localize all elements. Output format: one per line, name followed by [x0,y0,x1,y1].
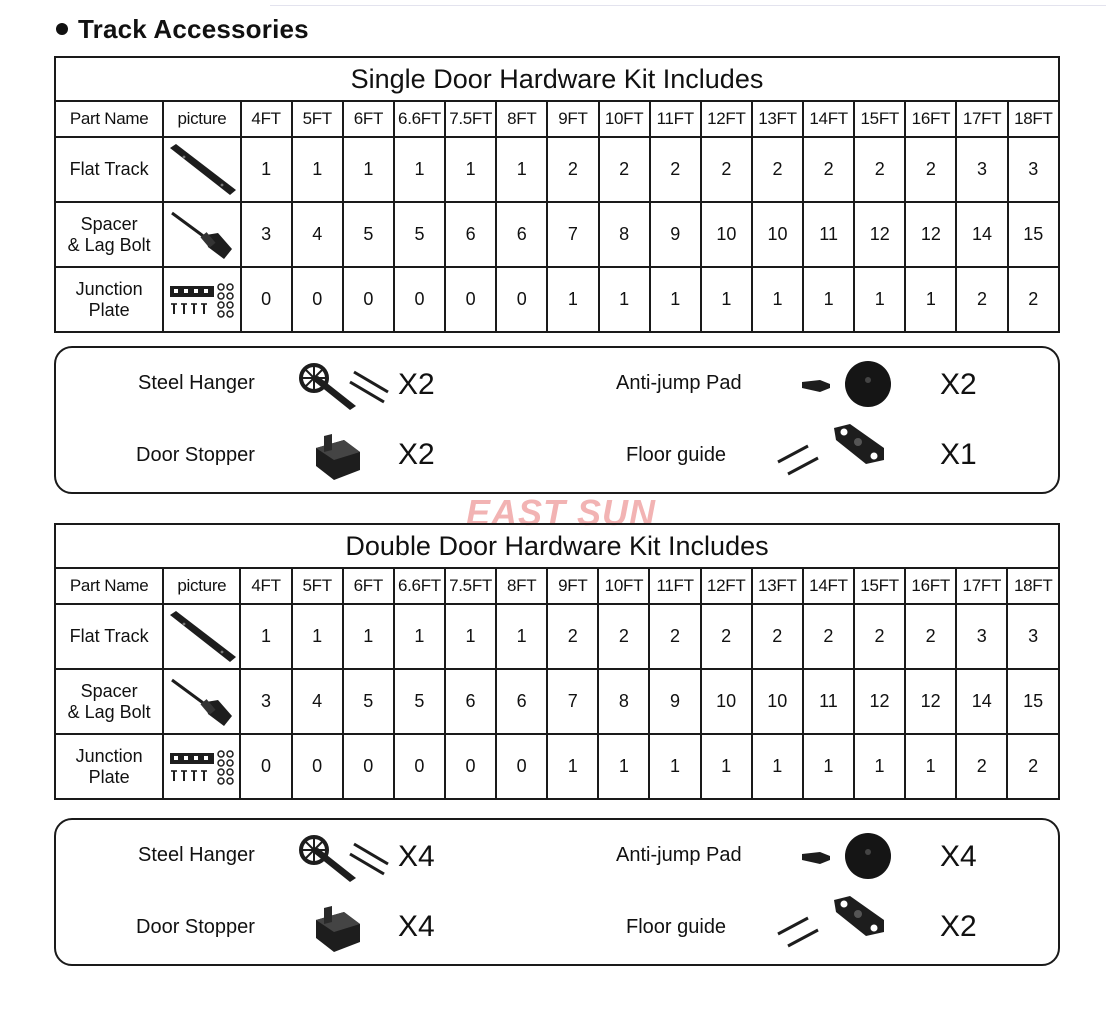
cell-value: 1 [752,267,803,332]
column-header: 10FT [599,101,650,137]
cell-value: 9 [650,202,701,267]
cell-value: 1 [803,267,854,332]
cell-value: 10 [701,202,752,267]
cell-value: 14 [956,202,1007,267]
header-row [55,568,1059,604]
kit-title: Double Door Hardware Kit Includes [55,524,1059,568]
part-name: Spacer & Lag Bolt [55,202,163,267]
cell-value: 15 [1008,202,1059,267]
cell-value: 1 [649,734,700,799]
cell-value: 10 [701,669,752,734]
column-header: 12FT [701,101,752,137]
cell-value: 2 [650,137,701,202]
cell-value: 2 [598,604,649,669]
cell-value: 0 [241,267,292,332]
part-name: Flat Track [55,137,163,202]
steel-hanger-icon [294,834,394,884]
cell-value: 8 [599,202,650,267]
cell-value: 12 [905,202,956,267]
accessory-qty: X1 [940,438,977,471]
single-door-kit-table [54,56,1060,333]
cell-value: 2 [701,604,752,669]
cell-value: 2 [905,604,956,669]
part-name: Junction Plate [55,734,163,799]
column-header: 9FT [547,101,598,137]
table-row [55,669,1059,734]
column-header: 17FT [956,568,1007,604]
cell-value: 1 [292,604,343,669]
cell-value: 1 [343,137,394,202]
cell-value: 2 [854,137,905,202]
cell-value: 1 [803,734,854,799]
cell-value: 15 [1007,669,1059,734]
accessory-qty: X2 [940,910,977,943]
cell-value: 1 [241,137,292,202]
column-header: 6FT [343,101,394,137]
accessory-label: Steel Hanger [138,844,255,866]
cell-value: 2 [956,267,1007,332]
cell-value: 2 [547,137,598,202]
table-row [55,734,1059,799]
cell-value: 1 [394,604,445,669]
column-header: 4FT [241,101,292,137]
cell-value: 1 [547,734,598,799]
accessory-label: Floor guide [626,916,727,938]
accessory-label: Door Stopper [136,444,255,466]
part-name: Junction Plate [55,267,163,332]
column-header: picture [163,568,240,604]
cell-value: 1 [496,604,547,669]
column-header: 5FT [292,101,343,137]
cell-value: 0 [496,734,547,799]
single-door-accessories-box [54,346,1060,494]
cell-value: 2 [547,604,598,669]
top-divider [270,0,1106,6]
column-header: 11FT [649,568,700,604]
cell-value: 3 [240,669,291,734]
cell-value: 0 [240,734,291,799]
cell-value: 1 [854,267,905,332]
cell-value: 1 [854,734,905,799]
cell-value: 1 [445,137,496,202]
column-header: 7.5FT [445,568,496,604]
column-header: 10FT [598,568,649,604]
accessory-qty: X4 [398,840,435,873]
cell-value: 12 [854,202,905,267]
cell-value: 0 [445,267,496,332]
cell-value: 5 [343,669,394,734]
cell-value: 1 [343,604,394,669]
cell-value: 9 [649,669,700,734]
cell-value: 11 [803,669,854,734]
accessory-qty: X4 [940,840,977,873]
cell-value: 1 [496,137,547,202]
column-header: 8FT [496,101,547,137]
accessory-label: Steel Hanger [138,372,255,394]
cell-value: 2 [854,604,905,669]
column-header: 6.6FT [394,568,445,604]
cell-value: 1 [547,267,598,332]
cell-value: 1 [905,734,956,799]
cell-value: 1 [905,267,956,332]
cell-value: 1 [701,267,752,332]
cell-value: 2 [599,137,650,202]
cell-value: 6 [496,669,547,734]
table-row [55,604,1059,669]
kit-title: Single Door Hardware Kit Includes [55,57,1059,101]
cell-value: 1 [598,734,649,799]
cell-value: 2 [752,604,803,669]
cell-value: 1 [701,734,752,799]
page-heading: Track Accessories [56,14,309,45]
cell-value: 2 [905,137,956,202]
column-header: 12FT [701,568,752,604]
flat-track-icon [166,609,238,665]
accessory-label: Door Stopper [136,916,255,938]
accessory-qty: X2 [940,368,977,401]
cell-value: 2 [701,137,752,202]
cell-value: 3 [241,202,292,267]
picture-cell [163,137,240,202]
steel-hanger-icon [294,362,394,412]
cell-value: 1 [394,137,445,202]
accessory-label: Anti-jump Pad [616,844,742,866]
column-header: 16FT [905,101,956,137]
cell-value: 0 [496,267,547,332]
cell-value: 6 [496,202,547,267]
column-header: 14FT [803,101,854,137]
door-stopper-icon [310,432,366,482]
column-header: 5FT [292,568,343,604]
cell-value: 4 [292,669,343,734]
header-row [55,101,1059,137]
spacer-lag-bolt-icon [166,207,238,263]
column-header: 18FT [1008,101,1059,137]
door-stopper-icon [310,904,366,954]
cell-value: 8 [598,669,649,734]
column-header: 13FT [752,101,803,137]
cell-value: 3 [1007,604,1059,669]
cell-value: 0 [445,734,496,799]
double-door-accessories-box [54,818,1060,966]
cell-value: 3 [956,604,1007,669]
flat-track-icon [166,142,238,198]
cell-value: 2 [1008,267,1059,332]
column-header: 18FT [1007,568,1059,604]
cell-value: 1 [650,267,701,332]
accessory-qty: X2 [398,368,435,401]
part-name: Spacer & Lag Bolt [55,669,163,734]
cell-value: 2 [956,734,1007,799]
cell-value: 1 [599,267,650,332]
column-header: 6FT [343,568,394,604]
cell-value: 3 [956,137,1007,202]
cell-value: 5 [343,202,394,267]
picture-cell [163,267,240,332]
column-header: 6.6FT [394,101,445,137]
cell-value: 2 [1007,734,1059,799]
column-header: 16FT [905,568,956,604]
cell-value: 2 [752,137,803,202]
cell-value: 2 [803,604,854,669]
watermark: EAST SUN [466,492,657,533]
column-header: Part Name [55,568,163,604]
column-header: 14FT [803,568,854,604]
column-header: 4FT [240,568,291,604]
column-header: picture [163,101,240,137]
cell-value: 6 [445,202,496,267]
double-door-kit-table [54,523,1060,800]
cell-value: 1 [445,604,496,669]
picture-cell [163,734,240,799]
cell-value: 4 [292,202,343,267]
column-header: 11FT [650,101,701,137]
cell-value: 0 [394,267,445,332]
column-header: 7.5FT [445,101,496,137]
cell-value: 2 [803,137,854,202]
cell-value: 0 [292,267,343,332]
cell-value: 10 [752,202,803,267]
spacer-lag-bolt-icon [166,674,238,730]
column-header: 8FT [496,568,547,604]
table-row [55,202,1059,267]
cell-value: 1 [752,734,803,799]
table-row [55,267,1059,332]
column-header: 13FT [752,568,803,604]
cell-value: 12 [854,669,905,734]
part-name: Flat Track [55,604,163,669]
accessory-label: Anti-jump Pad [616,372,742,394]
cell-value: 6 [445,669,496,734]
picture-cell [163,604,240,669]
bullet-icon [56,23,68,35]
column-header: 15FT [854,568,905,604]
junction-plate-icon [166,747,238,787]
column-header: Part Name [55,101,163,137]
anti-jump-pad-icon [800,832,896,882]
floor-guide-icon [774,894,894,954]
cell-value: 14 [956,669,1007,734]
cell-value: 7 [547,669,598,734]
cell-value: 1 [292,137,343,202]
cell-value: 12 [905,669,956,734]
table-row [55,137,1059,202]
junction-plate-icon [166,280,238,320]
cell-value: 11 [803,202,854,267]
accessory-label: Floor guide [626,444,727,466]
cell-value: 3 [1008,137,1059,202]
cell-value: 0 [394,734,445,799]
cell-value: 0 [292,734,343,799]
cell-value: 0 [343,734,394,799]
cell-value: 10 [752,669,803,734]
cell-value: 5 [394,669,445,734]
cell-value: 7 [547,202,598,267]
floor-guide-icon [774,422,894,482]
accessory-qty: X4 [398,910,435,943]
picture-cell [163,669,240,734]
picture-cell [163,202,240,267]
anti-jump-pad-icon [800,360,896,410]
column-header: 15FT [854,101,905,137]
column-header: 9FT [547,568,598,604]
cell-value: 2 [649,604,700,669]
cell-value: 0 [343,267,394,332]
cell-value: 5 [394,202,445,267]
column-header: 17FT [956,101,1007,137]
cell-value: 1 [240,604,291,669]
accessory-qty: X2 [398,438,435,471]
